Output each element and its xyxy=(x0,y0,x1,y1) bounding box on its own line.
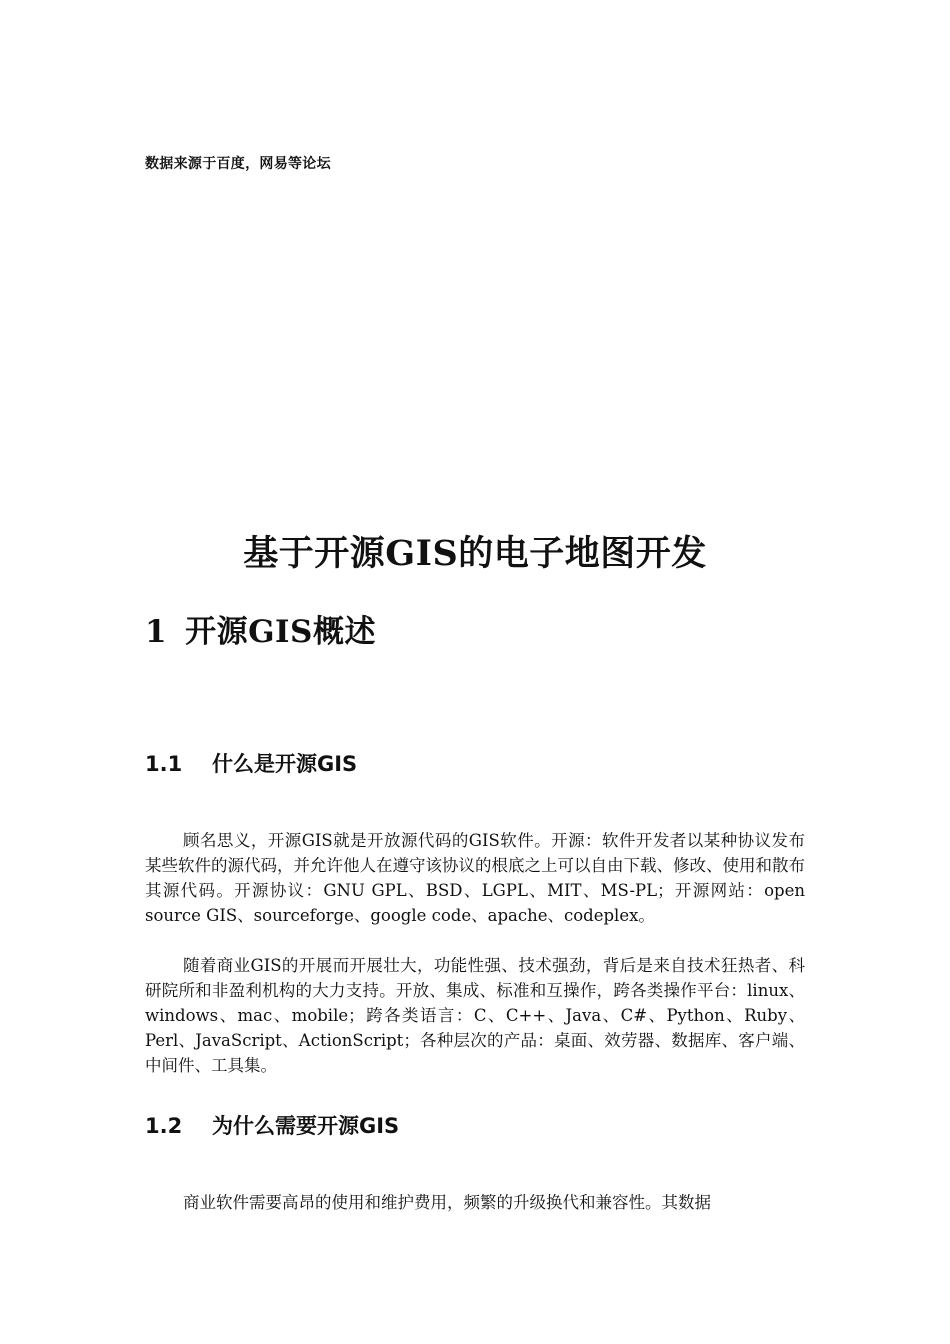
section-1-2-title: 为什么需要开源GIS xyxy=(212,1114,400,1138)
section-1-2-number: 1.2 xyxy=(145,1114,183,1138)
document-title: 基于开源GIS的电子地图开发 xyxy=(243,533,707,574)
paragraph-open-source-gis-development: 随着商业GIS的开展而开展壮大，功能性强、技术强劲，背后是来自技术狂热者、科研院所和非盈利机构的大力支持。开放、集成、标准和互操作，跨各类操作平台：linux、windows、mac、mobile；跨各类语言：C、C++、Java、C#、Python、Ruby、Perl、JavaScript、ActionScript；各种层次的产品：桌面、效劳器、数据库、客户端、中间件、工具集。 xyxy=(145,956,805,1075)
section-1-heading xyxy=(145,606,376,651)
section-1-2-heading xyxy=(145,1110,399,1140)
paragraph-why-open-source-gis: 商业软件需要高昂的使用和维护费用，频繁的升级换代和兼容性。其数据 xyxy=(183,1193,711,1212)
source-note: 数据来源于百度，网易等论坛 xyxy=(145,156,331,172)
section-1-number: 1 xyxy=(145,614,168,650)
section-1-1-title: 什么是开源GIS xyxy=(212,752,358,776)
section-1-title: 开源GIS概述 xyxy=(185,614,376,650)
section-1-1-heading xyxy=(145,748,357,778)
paragraph-what-is-open-source-gis: 顾名思义，开源GIS就是开放源代码的GIS软件。开源：软件开发者以某种协议发布某些软件的源代码，并允许他人在遵守该协议的根底之上可以自由下载、修改、使用和散布其源代码。开源协议：GNU GPL、BSD、LGPL、MIT、MS-PL；开源网站：open source GIS、sourceforge、google code、apache、codeplex。 xyxy=(145,831,805,925)
section-1-1-number: 1.1 xyxy=(145,752,183,776)
